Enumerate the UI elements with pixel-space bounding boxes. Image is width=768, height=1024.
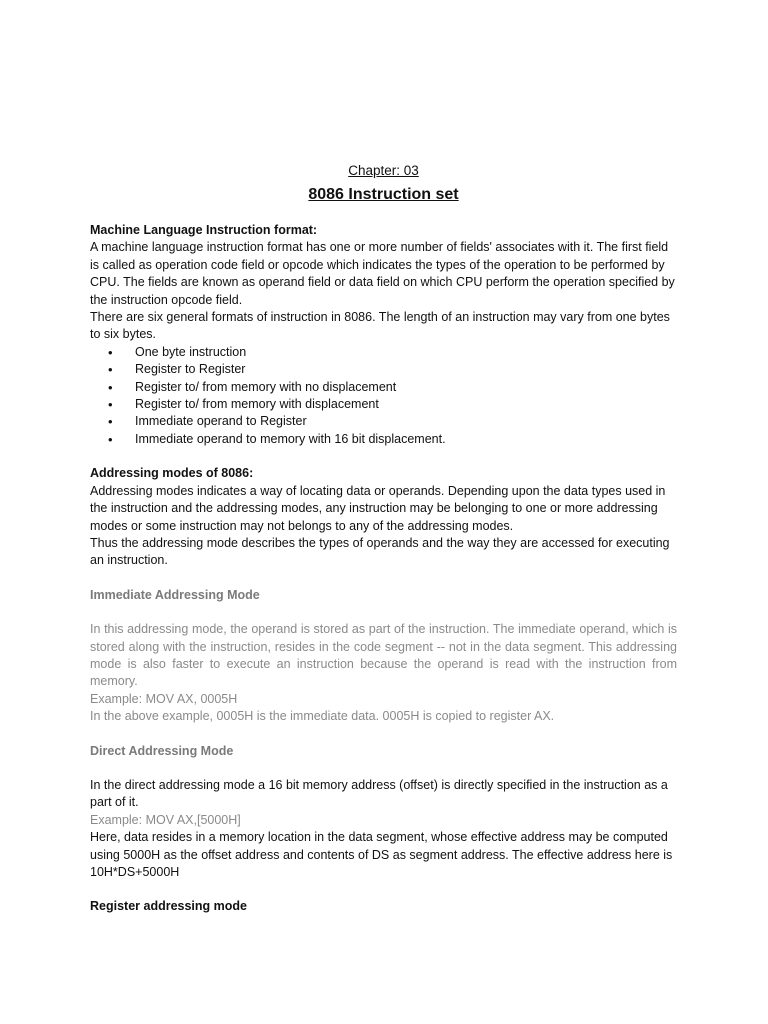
list-item: • One byte instruction bbox=[135, 344, 677, 361]
spacer bbox=[90, 760, 677, 777]
section-heading-register-mode: Register addressing mode bbox=[90, 899, 247, 914]
spacer bbox=[90, 881, 677, 898]
note-immediate-mode: In the above example, 0005H is the immediate data. 0005H is copied to register AX. bbox=[90, 709, 555, 724]
page-title: 8086 Instruction set bbox=[308, 186, 459, 203]
example-immediate-mode: Example: MOV AX, 0005H bbox=[90, 691, 238, 706]
spacer bbox=[90, 604, 677, 621]
list-item: • Register to/ from memory with displacement bbox=[135, 396, 677, 413]
spacer bbox=[90, 448, 677, 465]
list-item: • Register to Register bbox=[135, 361, 677, 378]
paragraph-addressing-modes: Addressing modes indicates a way of locating data or operands. Depending upon the data types used in the instruction and the addressing modes, any instruction may be belonging to one or more addressing modes or some instruction may not belongs to any of the addressing modes. bbox=[90, 483, 666, 533]
instruction-format-list bbox=[90, 344, 677, 448]
example-direct-mode: Example: MOV AX,[5000H] bbox=[90, 812, 241, 827]
spacer bbox=[90, 570, 677, 587]
document-page bbox=[90, 160, 677, 916]
list-item: • Immediate operand to memory with 16 bit displacement. bbox=[135, 431, 677, 448]
paragraph-addressing-summary: Thus the addressing mode describes the types of operands and the way they are accessed for executing an instruction. bbox=[90, 535, 670, 568]
list-item: • Register to/ from memory with no displacement bbox=[135, 379, 677, 396]
spacer bbox=[90, 726, 677, 743]
paragraph-instruction-format: A machine language instruction format has one or more number of fields' associates with it. The first field is called as operation code field or opcode which indicates the types of the operation to be performed by CPU. The fields are known as operand field or data field on which CPU perform the operation specified by the instruction opcode field. bbox=[90, 240, 675, 307]
paragraph-immediate-mode: In this addressing mode, the operand is stored as part of the instruction. The immediate operand, which is stored along with the instruction, resides in the code segment -- not in the data segment. This addressing mode is also faster to execute an instruction because the operand is read with the instruction from memory. bbox=[90, 622, 677, 689]
note-direct-mode: Here, data resides in a memory location in the data segment, whose effective address may be computed using 5000H as the offset address and contents of DS as segment address. The effective address here is 10H*DS+5000H bbox=[90, 830, 673, 879]
section-heading-addressing-modes: Addressing modes of 8086: bbox=[90, 466, 254, 481]
list-item: • Immediate operand to Register bbox=[135, 413, 677, 430]
paragraph-direct-mode: In the direct addressing mode a 16 bit memory address (offset) is directly specified in the instruction as a part of it. bbox=[90, 777, 668, 810]
chapter-label: Chapter: 03 bbox=[348, 163, 419, 178]
subheading-immediate-mode: Immediate Addressing Mode bbox=[90, 587, 260, 602]
section-heading-instruction-format: Machine Language Instruction format: bbox=[90, 223, 318, 237]
paragraph-general-formats: There are six general formats of instruction in 8086. The length of an instruction may vary from one bytes to six bytes. bbox=[90, 310, 670, 342]
subheading-direct-mode: Direct Addressing Mode bbox=[90, 743, 234, 758]
